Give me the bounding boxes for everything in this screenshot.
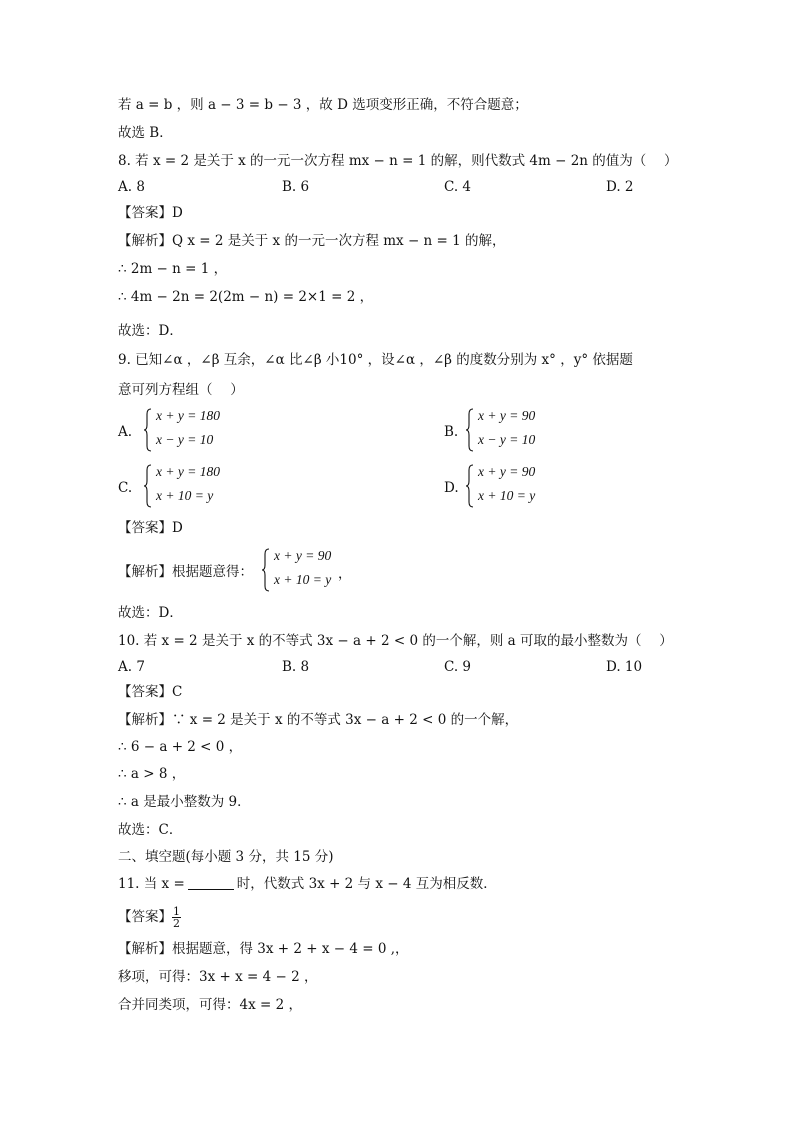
question-11 xyxy=(118,875,497,893)
q11-explanation: 【解析】根据题意，得 3x + 2 + x − 4 = 0 ,， xyxy=(118,941,409,957)
q8-option-d: D. 2 xyxy=(606,179,634,195)
q10-option-d: D. 10 xyxy=(606,659,643,675)
q10-step: ∴ a 是最小整数为 9． xyxy=(118,794,251,810)
brace-icon xyxy=(144,408,152,452)
equation: x + 10 = y xyxy=(156,488,214,503)
q9-option-b-label: B. xyxy=(444,424,459,440)
q10-option-a: A. 7 xyxy=(118,659,145,675)
question-9-cont: 意可列方程组（ ） xyxy=(118,382,244,398)
fraction-numerator: 1 xyxy=(173,905,180,918)
brace-icon xyxy=(144,464,152,508)
text-line: 若 a = b ，则 a − 3 = b − 3 ，故 D 选项变形正确，不符合题意； xyxy=(118,97,528,113)
q10-option-b: B. 8 xyxy=(282,659,310,675)
fraction-denominator: 2 xyxy=(173,917,180,930)
brace-icon xyxy=(466,464,474,508)
q8-option-b: B. 6 xyxy=(282,179,310,195)
equation: x − y = 10 xyxy=(156,432,214,447)
punctuation: ， xyxy=(338,566,352,582)
brace-icon xyxy=(262,548,270,592)
question-9: 9. 已知∠α ，∠β 互余，∠α 比∠β 小10° ，设∠α ，∠β 的度数分别为 x° ，y° 依据题 xyxy=(118,352,633,368)
equation: x + 10 = y xyxy=(274,572,332,587)
q10-option-c: C. 9 xyxy=(444,659,472,675)
equation: x + y = 180 xyxy=(156,464,220,479)
q11-step: 移项，可得：3x + x = 4 − 2 ， xyxy=(118,969,318,985)
question-8: 8. 若 x = 2 是关于 x 的一元一次方程 mx − n = 1 的解，则代数式 4m − 2n 的值为（ ） xyxy=(118,153,678,169)
equation: x + y = 90 xyxy=(274,548,332,563)
q11-prefix: 11. 当 x = xyxy=(118,876,185,892)
q9-selection: 故选：D． xyxy=(118,605,183,621)
q8-option-c: C. 4 xyxy=(444,179,472,195)
q11-step: 合并同类项，可得：4x = 2 ， xyxy=(118,997,302,1013)
equation: x + y = 90 xyxy=(478,464,536,479)
q9-option-d-label: D. xyxy=(444,480,459,496)
q8-option-a: A. 8 xyxy=(118,179,145,195)
q9-explanation-label: 【解析】根据题意得： xyxy=(118,564,253,580)
q8-explanation: 【解析】Q x = 2 是关于 x 的一元一次方程 mx − n = 1 的解， xyxy=(118,233,506,249)
q10-selection: 故选：C． xyxy=(118,822,183,838)
answer-blank xyxy=(188,875,234,890)
q9-option-a-label: A. xyxy=(118,424,133,440)
question-10: 10. 若 x = 2 是关于 x 的不等式 3x − a + 2 < 0 的一个解，则 a 可取的最小整数为（ ） xyxy=(118,633,673,649)
fraction xyxy=(172,906,181,929)
q10-answer: 【答案】C xyxy=(118,684,183,700)
q10-step: ∴ a > 8 ， xyxy=(118,766,186,782)
q10-explanation: 【解析】∵ x = 2 是关于 x 的不等式 3x − a + 2 < 0 的一个解， xyxy=(118,712,519,728)
q11-suffix: 时，代数式 3x + 2 与 x − 4 互为相反数． xyxy=(236,876,497,892)
equation: x − y = 10 xyxy=(478,432,536,447)
q8-step: ∴ 4m − 2n = 2(2m − n) = 2×1 = 2 ， xyxy=(118,289,374,305)
q10-step: ∴ 6 − a + 2 < 0 ， xyxy=(118,739,243,755)
brace-icon xyxy=(466,408,474,452)
q11-answer xyxy=(118,906,181,929)
q11-answer-label: 【答案】 xyxy=(118,909,172,925)
q8-answer: 【答案】D xyxy=(118,205,183,221)
q8-selection: 故选：D． xyxy=(118,323,183,339)
equation: x + 10 = y xyxy=(478,488,536,503)
section-heading: 二、填空题(每小题 3 分，共 15 分) xyxy=(118,849,334,865)
q9-option-c-label: C. xyxy=(118,480,133,496)
q9-answer: 【答案】D xyxy=(118,520,183,536)
text-line: 故选 B． xyxy=(118,125,173,141)
equation: x + y = 180 xyxy=(156,408,220,423)
q8-step: ∴ 2m − n = 1 ， xyxy=(118,261,228,277)
equation: x + y = 90 xyxy=(478,408,536,423)
